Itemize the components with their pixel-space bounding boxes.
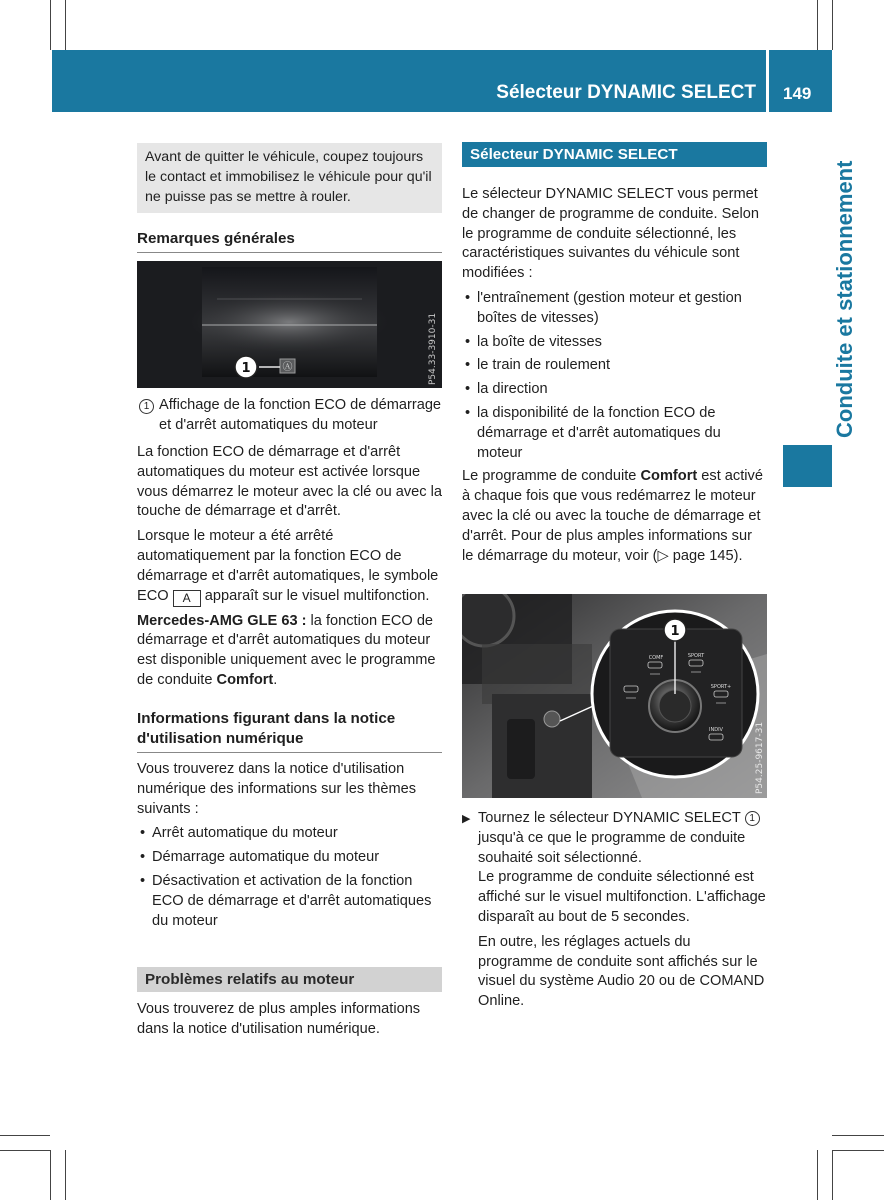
page-header	[52, 50, 766, 112]
image-callout-1: 1	[241, 361, 251, 376]
eco-symbol-icon: A	[173, 590, 201, 607]
chapter-marker	[783, 445, 832, 487]
mode-label: SPORT+	[710, 684, 732, 690]
list-item: • le train de roulement	[462, 356, 767, 376]
note-text: Avant de quitter le véhicule, coupez toujours le contact et immobilisez le véhicule pour qu'il ne puisse pas se mettre à rouler.	[145, 149, 432, 205]
list-item: • la boîte de vitesses	[462, 333, 767, 353]
crop-mark	[50, 0, 51, 50]
characteristics-list	[462, 289, 767, 463]
heading-general: Remarques générales	[137, 229, 442, 253]
dynamic-select-image	[462, 594, 767, 798]
crop-mark	[50, 1150, 51, 1200]
svg-text:Ⓐ: Ⓐ	[282, 362, 293, 373]
paragraph-text: Le programme de conduite	[462, 468, 641, 485]
paragraph-text: apparaît sur le visuel multifonction.	[204, 587, 430, 604]
mode-label: COMF	[648, 655, 664, 661]
chapter-title: Conduite et stationnement	[832, 160, 857, 438]
info-list	[137, 824, 442, 931]
crop-mark	[0, 1150, 50, 1151]
crop-mark	[832, 1150, 884, 1151]
crop-mark	[0, 1135, 50, 1136]
list-item: • la disponibilité de la fonction ECO de démarrage et d'arrêt automatiques du moteur	[462, 404, 767, 463]
list-item: • la direction	[462, 380, 767, 400]
model-name: Mercedes-AMG GLE 63 :	[137, 612, 307, 629]
list-item: • Désactivation et activation de la fonction ECO de démarrage et d'arrêt automatiques du moteur	[137, 872, 442, 931]
step-note: En outre, les réglages actuels du programme de conduite sont affichés sur le visuel du système Audio 20 ou de COMAND Online.	[478, 933, 765, 1010]
crop-mark	[832, 0, 833, 50]
info-text: Vous trouverez dans la notice d'utilisation numérique des informations sur les thèmes suivants :	[137, 761, 417, 817]
crop-mark	[65, 0, 66, 50]
paragraph-text: la fonction ECO de démarrage et d'arrêt automatiques du moteur est disponible uniquement avec le programme de conduite	[137, 612, 436, 688]
heading-dynamic-select: Sélecteur DYNAMIC SELECT	[462, 142, 767, 167]
dynamic-select-illustration	[462, 594, 767, 798]
crop-mark	[817, 1150, 818, 1200]
mode-label: SPORT	[687, 653, 705, 659]
crop-mark	[832, 1150, 833, 1200]
step-text-part: jusqu'à ce que le programme de conduite souhaité soit sélectionné.	[478, 829, 746, 866]
eco-display-image	[137, 261, 442, 388]
crop-mark	[817, 0, 818, 50]
step-result: Le programme de conduite sélectionné est affiché sur le visuel multifonction. L'affichage disparaît au bout de 5 secondes.	[478, 869, 766, 925]
page-number-box	[769, 50, 832, 112]
right-body	[462, 185, 767, 571]
list-item: • Arrêt automatique du moteur	[137, 824, 442, 844]
warning-note	[137, 143, 442, 213]
heading-problems: Problèmes relatifs au moteur	[137, 967, 442, 992]
step-arrow-icon: ▶	[462, 813, 471, 825]
list-item: • Démarrage automatique du moteur	[137, 848, 442, 868]
paragraph-text: Lorsque le moteur a été arrêté automatiquement par la fonction ECO de démarrage et d'arrêt automatiques, le symbole ECO	[137, 528, 439, 604]
legend-text: Affichage de la fonction ECO de démarrage et d'arrêt automatiques du moteur	[159, 397, 442, 433]
instruction-step	[462, 809, 767, 1017]
image-legend	[137, 396, 442, 436]
info-section	[137, 760, 442, 935]
crop-mark	[65, 1150, 66, 1200]
paragraph	[137, 527, 442, 606]
page-number: 149	[783, 84, 812, 103]
paragraph: La fonction ECO de démarrage et d'arrêt automatiques du moteur est activée lorsque vous démarrez le moteur avec la clé ou avec la touche de démarrage et d'arrêt.	[137, 444, 442, 520]
image-callout-1: 1	[670, 624, 680, 639]
program-name: Comfort	[216, 671, 274, 688]
paragraph-text: est activé à chaque fois que vous redémarrez le moteur avec la clé ou avec la touche de démarrage et d'arrêt. Pour de plus amples informations sur le démarrage du moteur, voir (▷ page 145).	[462, 468, 763, 564]
chapter-tab	[760, 160, 857, 438]
page-title: Sélecteur DYNAMIC SELECT	[496, 82, 756, 103]
crop-mark	[832, 1135, 884, 1136]
mode-label: INDIV	[709, 727, 723, 733]
paragraph-text: .	[273, 671, 278, 688]
image-code: P54.33-3910-31	[428, 312, 438, 385]
problems-text: Vous trouverez de plus amples informations dans la notice d'utilisation numérique.	[137, 1001, 421, 1037]
step-text-part: Tournez le sélecteur DYNAMIC SELECT	[478, 810, 741, 826]
heading-info: Informations figurant dans la notice d'utilisation numérique	[137, 709, 442, 753]
paragraph	[137, 612, 442, 691]
step-callout: 1	[745, 811, 760, 826]
program-name: Comfort	[640, 468, 698, 485]
image-code: P54.25-9617-31	[755, 721, 765, 794]
legend-number: 1	[139, 399, 154, 414]
list-item: • l'entraînement (gestion moteur et gestion boîtes de vitesses)	[462, 289, 767, 329]
intro-text: Le sélecteur DYNAMIC SELECT vous permet de changer de programme de conduite. Selon le programme de conduite sélectionné, les caractéristiques suivantes du véhicule sont modifiées :	[462, 186, 759, 282]
eco-display-illustration	[137, 261, 442, 388]
comfort-paragraph	[462, 467, 767, 566]
left-body	[137, 443, 442, 696]
step-text	[478, 809, 767, 928]
